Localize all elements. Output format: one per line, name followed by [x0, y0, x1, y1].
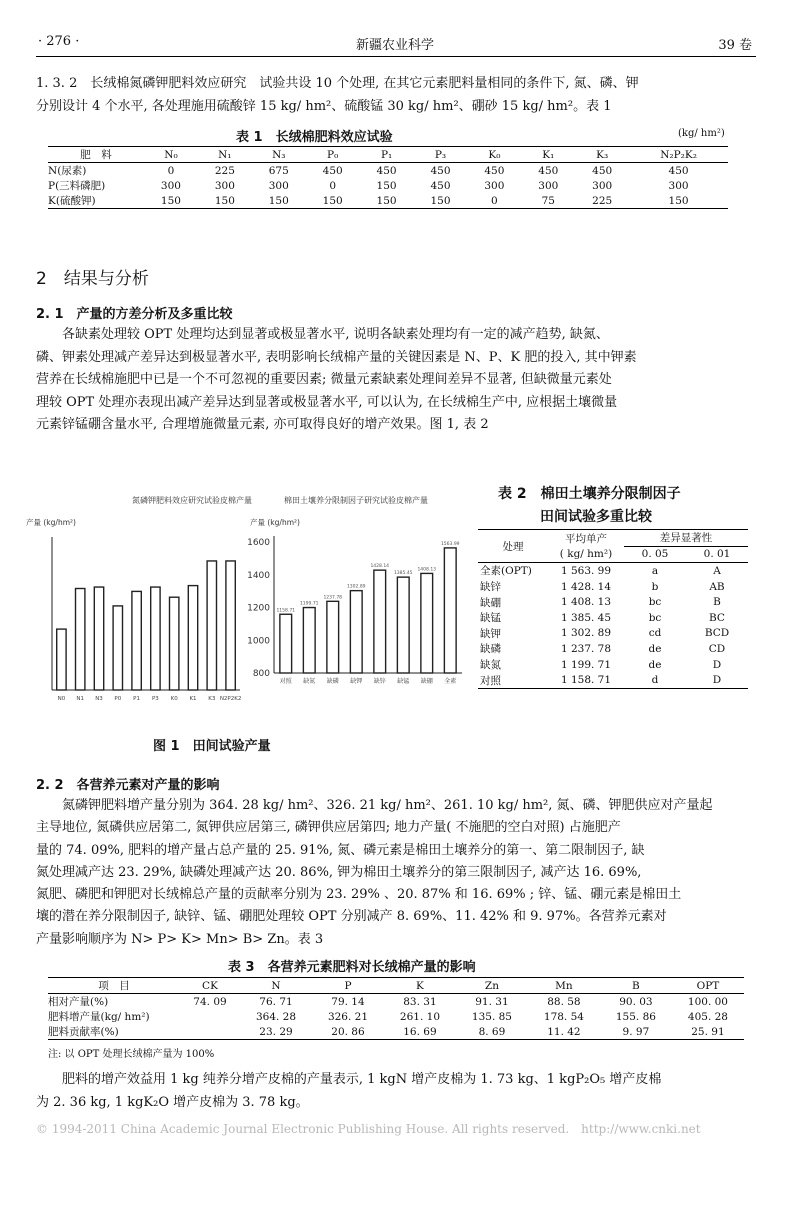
table1-header: N₃: [272, 148, 286, 161]
table3-cell: 261. 10: [399, 1010, 440, 1023]
table1-header: P₀: [327, 148, 339, 161]
right-category-label: 全素: [444, 678, 457, 685]
table1-header: N₁: [218, 148, 232, 161]
left-bar: [57, 629, 66, 690]
table1-title: 表 1 长绒棉肥料效应试验: [236, 130, 393, 145]
table3-cell: 83. 31: [403, 995, 437, 1008]
table-row: [48, 178, 728, 193]
right-bar: [280, 614, 292, 673]
right-value-label: 1199.71: [299, 601, 319, 607]
table3-cell: [180, 1009, 240, 1024]
table3: [48, 977, 744, 1040]
table1-cell: 0: [329, 179, 337, 192]
section21-paragraph: [36, 324, 758, 437]
right-bar: [397, 577, 409, 673]
left-tick-label: P3: [151, 696, 159, 702]
table1-cell: 300: [538, 179, 559, 192]
running-header: [36, 34, 756, 57]
text-line: 营养在长绒棉施肥中已是一个不可忽视的重要因素; 微量元素缺素处理间差异不显著, 但缺微量元素处: [36, 372, 612, 387]
table3-cell: 74. 09: [193, 995, 227, 1008]
table3-cell: 20. 86: [331, 1025, 365, 1038]
table1-cell: 300: [484, 179, 505, 192]
table2-cell: a: [651, 564, 659, 577]
section-title: 2 结果与分析: [36, 269, 149, 289]
table2-header: 0. 01: [703, 548, 731, 561]
table2-cell: 缺氮: [480, 659, 501, 672]
table3-body: [48, 994, 744, 1040]
right-category-label: 缺锰: [397, 678, 410, 685]
table1-cell: 450: [592, 164, 613, 177]
subsection-title: 2. 2 各营养元素对产量的影响: [36, 778, 220, 793]
table1-cell: 450: [668, 164, 689, 177]
table2-title: 田间试验多重比较: [540, 509, 652, 525]
table1-cell: 225: [214, 164, 235, 177]
table1-cell: 450: [430, 164, 451, 177]
left-bar: [207, 561, 216, 690]
journal-name: 新疆农业科学: [356, 38, 435, 53]
right-value-label: 1385.45: [393, 571, 413, 577]
table1-header: N₀: [164, 148, 178, 161]
table2-cell: 对照: [480, 674, 501, 687]
table1-header-row: [48, 147, 728, 163]
table2: [478, 529, 748, 689]
table2-title: 表 2 棉田土壤养分限制因子: [498, 486, 681, 502]
table3-cell: 135. 85: [471, 1010, 512, 1023]
table1-cell: 150: [268, 194, 289, 207]
table2-cell: bc: [648, 611, 662, 624]
figure1-caption: 图 1 田间试验产量: [153, 739, 271, 754]
intro-paragraph: [36, 72, 758, 118]
table2-cell: BCD: [704, 627, 730, 640]
table3-cell: 90. 03: [619, 995, 653, 1008]
right-bar: [350, 591, 362, 673]
table3-cell: [180, 1024, 240, 1040]
table1-cell: 150: [668, 194, 689, 207]
left-tick-label: N0: [57, 696, 66, 702]
left-tick-label: P1: [133, 696, 141, 702]
intro-line: 分别设计 4 个水平, 各处理施用硫酸锌 15 kg/ hm²、硫酸锰 30 kg/ hm²、硼砂 15 kg/ hm²。表 1: [36, 99, 612, 114]
table1-header: P₁: [380, 148, 393, 161]
table-row: [48, 1009, 744, 1024]
table1-unit: (kg/ hm²): [678, 128, 725, 139]
table3-header: P: [344, 979, 352, 992]
table3-cell: 肥料贡献率(%): [48, 1026, 119, 1038]
table2-cell: 1 385. 45: [560, 611, 612, 624]
table3-cell: 88. 58: [547, 995, 581, 1008]
left-tick-label: N2P2K2: [219, 696, 242, 702]
text-line: 壤的潜在养分限制因子, 缺锌、锰、硼肥处理较 OPT 分别减产 8. 69%、11. 42% 和 9. 97%。各营养元素对: [36, 909, 667, 925]
text-line: 肥料的增产效益用 1 kg 纯养分增产皮棉的产量表示, 1 kgN 增产皮棉为 1. 73 kg、1 kgP₂O₅ 增产皮棉: [62, 1072, 662, 1087]
table1-cell: 150: [322, 194, 343, 207]
table1-cell: 300: [214, 179, 235, 192]
table1-cell: 150: [376, 194, 397, 207]
text-line: 氮处理减产达 23. 29%, 缺磷处理减产达 20. 86%, 钾为棉田土壤养分的第三限制因子, 减产达 16. 69%,: [36, 864, 642, 880]
table3-header: OPT: [696, 979, 720, 992]
table1-cell: 450: [376, 164, 397, 177]
table3-cell: 肥料增产量(kg/ hm²): [48, 1011, 150, 1023]
table1-cell: 150: [214, 194, 235, 207]
table1-header: K₀: [488, 148, 501, 161]
table3-cell: 326. 21: [327, 1010, 369, 1023]
table-row: [48, 1024, 744, 1040]
table-row: [48, 994, 744, 1010]
left-tick-label: K3: [208, 696, 216, 702]
table3-cell: 100. 00: [687, 995, 728, 1008]
right-category-label: 缺磷: [326, 678, 339, 685]
table2-cell: 缺硼: [480, 596, 501, 609]
left-tick-label: N3: [95, 696, 103, 702]
page-number: · 276 ·: [38, 34, 80, 49]
table1-cell: 300: [268, 179, 289, 192]
table3-header: Zn: [484, 979, 499, 992]
table2-cell: 1 237. 78: [560, 642, 612, 655]
table2-cell: cd: [648, 627, 662, 640]
text-line: 氮磷钾肥料增产量分别为 364. 28 kg/ hm²、326. 21 kg/ hm²、261. 10 kg/ hm², 氮、磷、钾肥供应对产量起: [62, 798, 713, 813]
right-chart-title: 棉田土壤养分限制因子研究试验皮棉产量: [284, 496, 428, 505]
copyright-footer: © 1994-2011 China Academic Journal Electronic Publishing House. All rights reserved. http://www.cnki.net: [36, 1122, 701, 1136]
table3-cell: 11. 42: [547, 1025, 581, 1038]
table3-cell: 相对产量(%): [48, 996, 109, 1008]
right-category-label: 缺钾: [350, 678, 363, 685]
table1-cell: P(三料磷肥): [48, 180, 106, 192]
table1-cell: 450: [430, 179, 451, 192]
closing-paragraph: [36, 1068, 758, 1114]
table1-cell: K(硫酸钾): [48, 195, 96, 207]
table2-cell: AB: [709, 580, 725, 593]
table-row: [478, 626, 748, 642]
subsection-title: 2. 1 产量的方差分析及多重比较: [36, 307, 233, 322]
table3-cell: 364. 28: [255, 1010, 297, 1023]
table2-cell: 1 199. 71: [560, 658, 612, 671]
table1-header: P₃: [434, 148, 447, 161]
table1-header: 肥 料: [80, 149, 112, 161]
table2-header: 处理: [478, 530, 548, 563]
table1-cell: N(尿素): [48, 165, 87, 177]
right-tick-label: 1400: [247, 570, 270, 581]
table2-header: 差异显著性: [624, 530, 748, 547]
table-row: [478, 610, 748, 626]
table-row: [478, 594, 748, 610]
table2-cell: 1 408. 13: [560, 596, 612, 609]
right-bar: [327, 601, 339, 673]
table1-cell: 150: [430, 194, 451, 207]
right-category-label: 对照: [279, 678, 292, 685]
right-category-label: 缺硼: [420, 678, 433, 685]
table2-cell: 1 428. 14: [560, 580, 612, 593]
volume: 39 卷: [718, 38, 752, 53]
table2-cell: de: [648, 642, 662, 655]
right-bar: [374, 570, 386, 673]
left-bar: [188, 586, 197, 690]
table1-cell: 150: [376, 179, 397, 192]
table2-cell: 缺钾: [480, 627, 501, 640]
table2-cell: D: [712, 658, 722, 671]
table3-cell: 8. 69: [478, 1025, 506, 1038]
right-category-label: 缺锌: [373, 678, 386, 685]
table2-cell: 1 158. 71: [560, 674, 612, 687]
table3-header: K: [416, 979, 424, 992]
table-row: [478, 579, 748, 595]
table3-header: CK: [202, 979, 218, 992]
table2-cell: 1 563. 99: [560, 564, 612, 577]
section22-paragraph: [36, 795, 758, 951]
table1-cell: 450: [484, 164, 505, 177]
table2-cell: 1 302. 89: [560, 627, 612, 640]
table2-cell: BC: [709, 611, 725, 624]
table1-cell: 75: [541, 194, 555, 207]
table-row: [48, 193, 728, 209]
text-line: 氮肥、磷肥和钾肥对长绒棉总产量的贡献率分别为 23. 29% 、20. 87% 和 16. 69% ; 锌、锰、硼元素是棉田土: [36, 887, 682, 903]
table-row: [478, 672, 748, 688]
left-bar: [151, 587, 160, 690]
right-tick-label: 800: [252, 669, 270, 679]
table1-cell: 0: [167, 164, 175, 177]
left-bar: [226, 561, 235, 690]
right-category-label: 缺氮: [303, 678, 316, 685]
left-tick-label: N1: [76, 696, 85, 702]
left-chart-title: 氮磷钾肥料效应研究试验皮棉产量: [132, 496, 252, 505]
text-line: 产量影响顺序为 N> P> K> Mn> B> Zn。表 3: [36, 931, 324, 947]
left-chart-ylabel: 产量 (kg/hm²): [26, 518, 76, 527]
right-bar: [421, 573, 433, 673]
text-line: 磷、钾素处理减产差异达到极显著水平, 表明影响长绒棉产量的关键因素是 N、P、K 肥的投入, 其中钾素: [36, 349, 637, 365]
table2-cell: 缺磷: [480, 643, 501, 656]
table2-cell: 缺锰: [480, 612, 501, 625]
right-value-label: 1408.13: [417, 567, 437, 573]
table3-header-row: [48, 978, 744, 994]
table2-cell: 缺锌: [480, 581, 501, 594]
text-line: 理较 OPT 处理亦表现出减产差异达到显著或极显著水平, 可以认为, 在长绒棉生产中, 应根据土壤微量: [36, 394, 618, 410]
left-tick-label: K0: [170, 696, 178, 702]
table1-cell: 300: [668, 179, 689, 192]
right-chart-ylabel: 产量 (kg/hm²): [250, 518, 300, 527]
table3-header: B: [632, 979, 640, 992]
table1-cell: 675: [268, 164, 289, 177]
table1-cell: 0: [491, 194, 498, 207]
right-value-label: 1237.78: [323, 595, 343, 601]
left-bar: [94, 587, 103, 690]
left-bar: [132, 591, 141, 690]
table2-cell: b: [651, 580, 659, 593]
table2-cell: de: [648, 658, 662, 671]
text-line: 主导地位, 氮磷供应居第二, 氮钾供应居第三, 磷钾供应居第四; 地力产量( 不施肥的空白对照) 占施肥产: [36, 820, 621, 836]
right-value-label: 1158.71: [276, 608, 296, 614]
table2-header-row: [478, 530, 748, 547]
table1-header: N₂P₂K₂: [660, 148, 697, 161]
right-tick-label: 1200: [247, 603, 270, 614]
text-line: 各缺素处理较 OPT 处理均达到显著或极显著水平, 说明各缺素处理均有一定的减产趋势, 缺氮、: [62, 327, 609, 342]
table3-cell: 9. 97: [622, 1025, 650, 1038]
right-tick-label: 1000: [247, 636, 270, 647]
table2-cell: D: [712, 674, 722, 687]
table2-body: [478, 563, 748, 689]
table1-cell: 225: [592, 194, 613, 207]
text-line: 元素锌锰硼含量水平, 合理增施微量元素, 亦可取得良好的增产效果。图 1, 表 2: [36, 417, 489, 432]
table1-cell: 150: [160, 194, 181, 207]
table-row: [478, 657, 748, 673]
table2-cell: 全素(OPT): [480, 565, 532, 578]
table2-cell: A: [713, 564, 721, 577]
table1-cell: 450: [538, 164, 559, 177]
table3-title: 表 3 各营养元素肥料对长绒棉产量的影响: [228, 960, 476, 975]
text-line: 量的 74. 09%, 肥料的增产量占总产量的 25. 91%, 氮、磷元素是棉田土壤养分的第一、第二限制因子, 缺: [36, 842, 645, 858]
table3-cell: 79. 14: [331, 995, 365, 1008]
left-bar: [76, 589, 85, 691]
table1-header: K₁: [542, 148, 555, 161]
table2-cell: B: [713, 596, 721, 609]
right-value-label: 1302.89: [346, 584, 366, 590]
table-row: [48, 163, 728, 179]
table3-header: N: [271, 979, 281, 992]
table-row: [478, 641, 748, 657]
right-tick-label: 1600: [247, 538, 270, 548]
right-bar: [444, 548, 456, 673]
figure1-charts: [22, 485, 472, 710]
table2-cell: d: [651, 674, 659, 687]
table3-cell: 23. 29: [259, 1025, 293, 1038]
table1-header: K₃: [596, 148, 609, 161]
table2-header: 0. 05: [641, 548, 669, 561]
table2-cell: bc: [648, 596, 662, 609]
right-bar-chart: [247, 536, 462, 685]
right-value-label: 1428.14: [370, 564, 390, 570]
left-tick-label: P0: [114, 696, 122, 702]
left-tick-label: K1: [189, 696, 197, 702]
table2-header: 平均单产: [565, 532, 607, 545]
right-bar: [303, 608, 315, 673]
table1-cell: 450: [322, 164, 343, 177]
table3-cell: 91. 31: [475, 995, 509, 1008]
table3-cell: 155. 86: [615, 1010, 656, 1023]
table2-cell: CD: [708, 642, 726, 655]
table3-cell: 76. 71: [259, 995, 293, 1008]
left-bar: [170, 597, 179, 690]
left-bar-chart: [52, 537, 241, 702]
table1-cell: 300: [592, 179, 613, 192]
table1: [48, 146, 728, 209]
left-bar: [113, 606, 122, 690]
table1-cell: 300: [160, 179, 181, 192]
table-row: [478, 563, 748, 579]
table3-cell: 16. 69: [403, 1025, 437, 1038]
table2-header: ( kg/ hm²): [559, 548, 613, 561]
right-value-label: 1563.99: [440, 541, 460, 547]
table3-header: Mn: [555, 979, 573, 992]
intro-line: 1. 3. 2 长绒棉氮磷钾肥料效应研究 试验共设 10 个处理, 在其它元素肥料量相同的条件下, 氮、磷、钾: [36, 76, 639, 91]
table3-cell: 178. 54: [543, 1010, 584, 1023]
table3-cell: 25. 91: [691, 1025, 725, 1038]
table3-cell: 405. 28: [687, 1010, 728, 1023]
table3-header: 项 目: [98, 980, 130, 992]
text-line: 为 2. 36 kg, 1 kgK₂O 增产皮棉为 3. 78 kg。: [36, 1095, 309, 1110]
table3-note: 注: 以 OPT 处理长绒棉产量为 100%: [48, 1049, 215, 1060]
